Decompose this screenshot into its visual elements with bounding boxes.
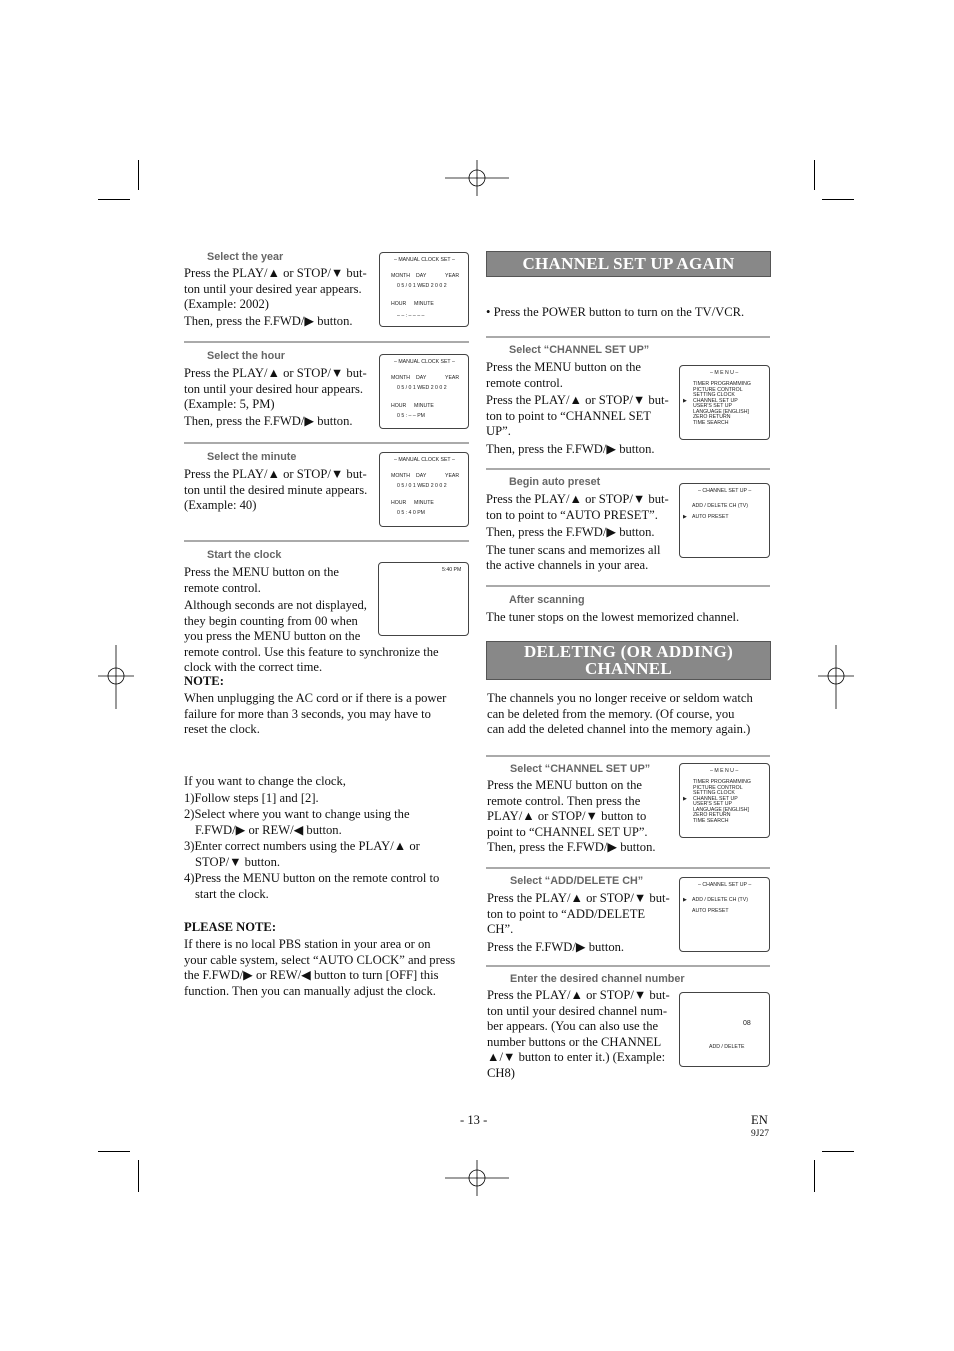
- text-select-year: Press the PLAY/▲ or STOP/▼ but- ton until your desired year appears. (Example: 2002) Then, press the F.FWD/▶ button.: [184, 266, 367, 328]
- screen-manual-clock-minute: – MANUAL CLOCK SET – MONTH DAY YEAR 0 5 / 0 1 WED 2 0 0 2 HOUR MINUTE 0 5 : 4 0 PM: [379, 452, 469, 527]
- section-divider: [486, 336, 770, 338]
- text-deleting-intro: The channels you no longer receive or seldom watch can be deleted from the memory. (Of course, you can add the deleted channel into the memory again.): [487, 691, 753, 736]
- text-select-add-delete: Press the PLAY/▲ or STOP/▼ but- ton to point to “ADD/DELETE CH”. Press the F.FWD/▶ button.: [487, 891, 670, 954]
- banner-channel-set-up-again: CHANNEL SET UP AGAIN: [486, 251, 771, 277]
- page-number: - 13 -: [460, 1113, 488, 1127]
- screen-manual-clock-hour: – MANUAL CLOCK SET – MONTH DAY YEAR 0 5 / 0 1 WED 2 0 0 2 HOUR MINUTE 0 5 : – – PM: [379, 354, 469, 429]
- section-divider: [486, 468, 770, 470]
- crop-mark: [138, 1160, 139, 1192]
- heading-start-clock: Start the clock: [207, 549, 282, 561]
- language-label: EN: [751, 1113, 768, 1127]
- bullet-icon: •: [486, 305, 494, 319]
- registration-mark-left: [98, 645, 134, 709]
- text-start-clock: Press the MENU button on the remote control. Although seconds are not displayed, they begin counting from 00 when you press the MENU button on the remote control. Use this feature to synchronize the clock with the correct time.: [184, 565, 439, 674]
- screen-channel-set-up-auto: – CHANNEL SET UP – ADD / DELETE CH (TV) ▶ AUTO PRESET: [679, 483, 770, 558]
- heading-select-year: Select the year: [207, 251, 284, 263]
- crop-mark: [814, 160, 815, 190]
- text-select-minute: Press the PLAY/▲ or STOP/▼ but- ton until the desired minute appears. (Example: 40): [184, 467, 368, 512]
- pointer-arrow-icon: ▶: [683, 897, 687, 903]
- section-divider: [486, 585, 770, 587]
- crop-mark: [822, 199, 854, 200]
- screen-manual-clock-year: – MANUAL CLOCK SET – MONTH DAY YEAR 0 5 / 0 1 WED 2 0 0 2 HOUR MINUTE – – : – – – –: [379, 252, 469, 327]
- text-enter-channel: Press the PLAY/▲ or STOP/▼ but- ton until your desired channel num- ber appears. (You can also use the number buttons or the CHANNEL ▲/▼ button to enter it.) (Example: CH8): [487, 988, 670, 1080]
- please-note-text: If there is no local PBS station in your area or on your cable system, select “AUTO CLOCK” and press the F.FWD/▶ or REW/◀ button to turn [OFF] this function. Then you can manually adjust the clock.: [184, 937, 456, 998]
- document-code: 9J27: [751, 1129, 769, 1139]
- section-divider: [486, 867, 770, 869]
- crop-mark: [822, 1151, 854, 1152]
- heading-select-channel-set-up: Select “CHANNEL SET UP”: [509, 344, 650, 356]
- heading-select-hour: Select the hour: [207, 350, 285, 362]
- heading-select-channel-set-up-2: Select “CHANNEL SET UP”: [510, 763, 651, 775]
- section-divider: [184, 341, 469, 343]
- section-divider: [184, 442, 469, 444]
- pointer-arrow-icon: ▶: [683, 795, 687, 802]
- section-divider: [486, 755, 770, 757]
- screen-add-delete-channel: 08 ADD / DELETE: [679, 992, 770, 1067]
- text-after-scanning: The tuner stops on the lowest memorized channel.: [486, 610, 740, 624]
- note-heading: NOTE:: [184, 674, 224, 688]
- change-clock-instructions: If you want to change the clock, 1)Follow steps [1] and [2]. 2)Select where you want to change using the F.FWD/▶ or REW/◀ button. 3)Enter correct numbers using the PLAY/▲ or STOP/▼ button. 4)Press the MENU button on the remote control to start the clock.: [184, 774, 440, 901]
- screen-main-menu: – M E N U – TIMER PROGRAMMING PICTURE CONTROL SETTING CLOCK ▶ CHANNEL SET UP USER'S SET UP LANGUAGE [ENGLISH] ZERO RETURN TIME SEARCH: [679, 365, 770, 440]
- pointer-arrow-icon: ▶: [683, 514, 687, 520]
- heading-begin-auto-preset: Begin auto preset: [509, 476, 601, 488]
- crop-mark: [138, 160, 139, 190]
- banner-deleting-channel: DELETING (OR ADDING) CHANNEL: [486, 641, 771, 680]
- text-power-on: • Press the POWER button to turn on the TV/VCR.: [486, 305, 745, 319]
- registration-mark-top: [445, 160, 509, 196]
- registration-mark-right: [818, 645, 854, 709]
- heading-after-scanning: After scanning: [509, 594, 585, 606]
- text-select-channel-set-up: Press the MENU button on the remote control. Press the PLAY/▲ or STOP/▼ but- ton to point to “CHANNEL SET UP”. Then, press the F.FWD/▶ button.: [486, 360, 669, 456]
- pointer-arrow-icon: ▶: [683, 397, 687, 404]
- screen-main-menu-2: – M E N U – TIMER PROGRAMMING PICTURE CONTROL SETTING CLOCK ▶ CHANNEL SET UP USER'S SET UP LANGUAGE [ENGLISH] ZERO RETURN TIME SEARCH: [679, 763, 770, 838]
- screen-clock-running: 5:40 PM: [378, 562, 469, 636]
- heading-select-minute: Select the minute: [207, 451, 297, 463]
- screen-channel-set-up-add: – CHANNEL SET UP – ▶ ADD / DELETE CH (TV) AUTO PRESET: [679, 877, 770, 952]
- registration-mark-bottom: [445, 1160, 509, 1196]
- crop-mark: [814, 1160, 815, 1192]
- text-begin-auto-preset: Press the PLAY/▲ or STOP/▼ but- ton to point to “AUTO PRESET”. Then, press the F.FWD/▶ button. The tuner scans and memorizes all the active channels in your area.: [486, 492, 669, 572]
- section-divider: [184, 540, 469, 542]
- heading-select-add-delete: Select “ADD/DELETE CH”: [510, 875, 644, 887]
- note-text: When unplugging the AC cord or if there is a power failure for more than 3 seconds, you may have to reset the clock.: [184, 691, 447, 736]
- crop-mark: [98, 1151, 130, 1152]
- text-select-hour: Press the PLAY/▲ or STOP/▼ but- ton until your desired hour appears. (Example: 5, PM) Then, press the F.FWD/▶ button.: [184, 366, 367, 428]
- text-select-channel-set-up-2: Press the MENU button on the remote control. Then press the PLAY/▲ or STOP/▼ button to point to “CHANNEL SET UP”. Then, press the F.FWD/▶ button.: [487, 778, 656, 854]
- section-divider: [486, 965, 770, 967]
- please-note-heading: PLEASE NOTE:: [184, 920, 277, 934]
- heading-enter-channel: Enter the desired channel number: [510, 973, 685, 985]
- crop-mark: [98, 199, 130, 200]
